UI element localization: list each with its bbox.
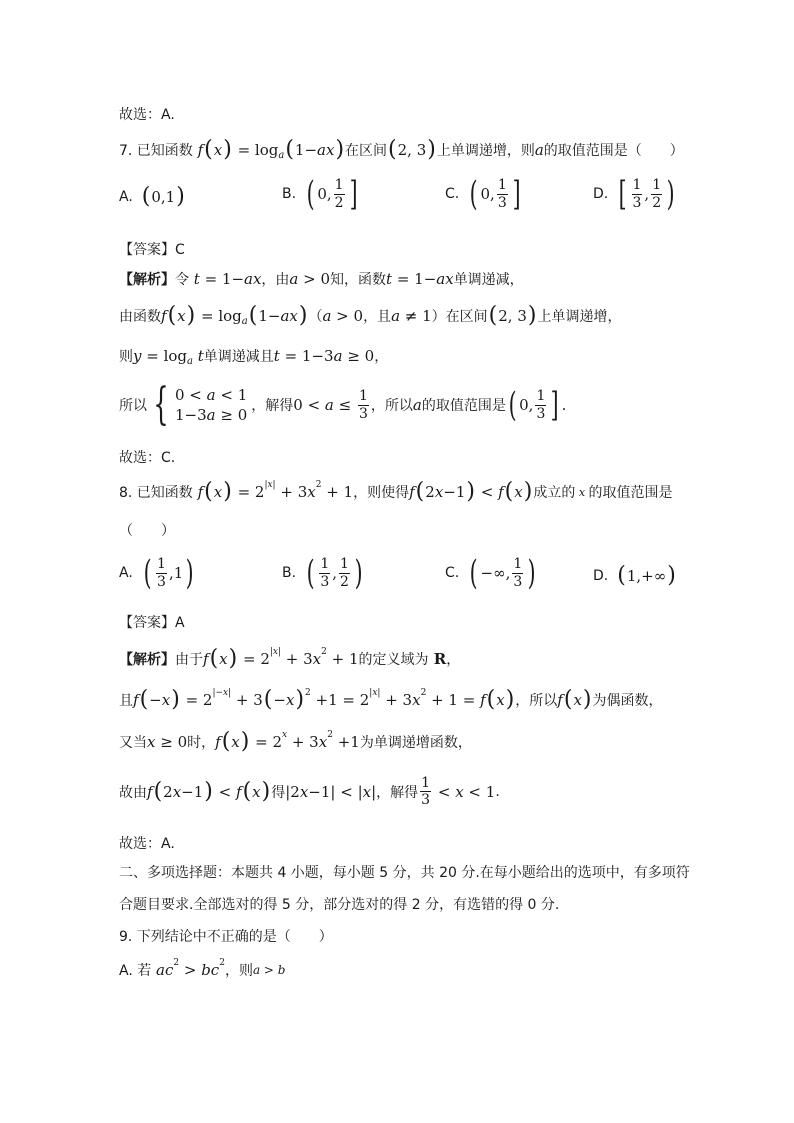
q7-conclusion: 故选：C. [119, 450, 176, 466]
q8-analysis-line4: 故由 f ( 2 x −1 ) < f ( x ) 得 |2 x −1| < | x | ，解得 $\frac{1}{3}$ < x < 1 . [119, 775, 500, 809]
q9-option-a: A. 若 ac 2 > bc 2 ，则 a > b [119, 958, 286, 979]
q8-option-d: D. ( 1,+∞ ) [593, 563, 676, 588]
q7-analysis-line4: 所以 { 0 < a < 1 1−3a ≥ 0 ，解得 0 < a ≤ $\frac{1}{3}$ ，所以 a 的取值范围是 ( 0, $\frac{1}{3}$ ] . [119, 379, 567, 430]
q7-answer: 【答案】C [119, 242, 185, 258]
q8-analysis-line1: 【解析】 由于 f ( x ) = 2 |x| + 3 x 2 + 1 的定义域为 R ， [119, 646, 461, 671]
q8-option-a: A. ( $\frac{1}{3}$ ,1 ) [119, 553, 194, 593]
q7-analysis-line2: 由函数 f ( x ) = log a ( 1− ax ) （ a > 0 ，且 a ≠ 1 ）在区间 ( 2, 3 ) 上单调递增， [119, 303, 622, 328]
q8-answer: 【答案】A [119, 615, 185, 631]
section2-instructions-line1: 二、多项选择题：本题共 4 小题，每小题 5 分，共 20 分.在每小题给出的选项中，有多项符 [119, 865, 690, 881]
q8-analysis-line3: 又当 x ≥ 0 时， f ( x ) = 2 x + 3 x 2 +1 为单调递增函数， [119, 729, 472, 754]
q8-stem: 8. 已知函数 f ( x ) = 2 |x| + 3 x 2 + 1 ，则使得 f ( 2 x −1 ) < f ( x ) 成立的 x 的取值范围是 [119, 479, 673, 504]
q6-conclusion: 故选：A. [119, 107, 175, 123]
q7-stem: 7. 已知函数 f ( x ) = log a ( 1 − ax ) 在区间 ( 2, 3 ) 上单调递增，则 a 的取值范围是（ ） [119, 137, 684, 162]
section2-instructions-line2: 合题目要求.全部选对的得 5 分，部分选对的得 2 分，有选错的得 0 分. [119, 897, 560, 913]
q8-option-b: B. ( $\frac{1}{3}$ , $\frac{1}{2}$ ) [282, 553, 363, 593]
q7-option-a: A. ( 0,1 ) [119, 184, 185, 209]
q7-analysis-line1: 【解析】 令 t = 1− ax ，由 a > 0 知，函数 t = 1− ax 单调递减， [119, 270, 524, 288]
q7-analysis-line3: 则 y = log a t 单调递减且 t = 1−3 a ≥ 0 ， [119, 347, 389, 367]
q8-conclusion: 故选：A. [119, 836, 175, 852]
q9-stem: 9. 下列结论中不正确的是（ ） [119, 929, 333, 945]
q7-option-d: D. [ $\frac{1}{3}$ , $\frac{1}{2}$ ) [593, 174, 675, 214]
q8-analysis-line2: 且 f ( − x ) = 2 |−x| + 3 ( − x ) 2 +1 = 2 |x| + 3 x 2 + 1 = f ( x ) ，所以 f ( x ) 为偶函数， [119, 687, 663, 712]
q8-stem-paren: （ ） [119, 523, 175, 539]
q8-option-c: C. ( −∞, $\frac{1}{3}$ ) [445, 553, 536, 593]
q7-option-c: C. ( 0, $\frac{1}{3}$ ] [445, 174, 521, 214]
q7-option-b: B. ( 0, $\frac{1}{2}$ ] [282, 174, 358, 214]
